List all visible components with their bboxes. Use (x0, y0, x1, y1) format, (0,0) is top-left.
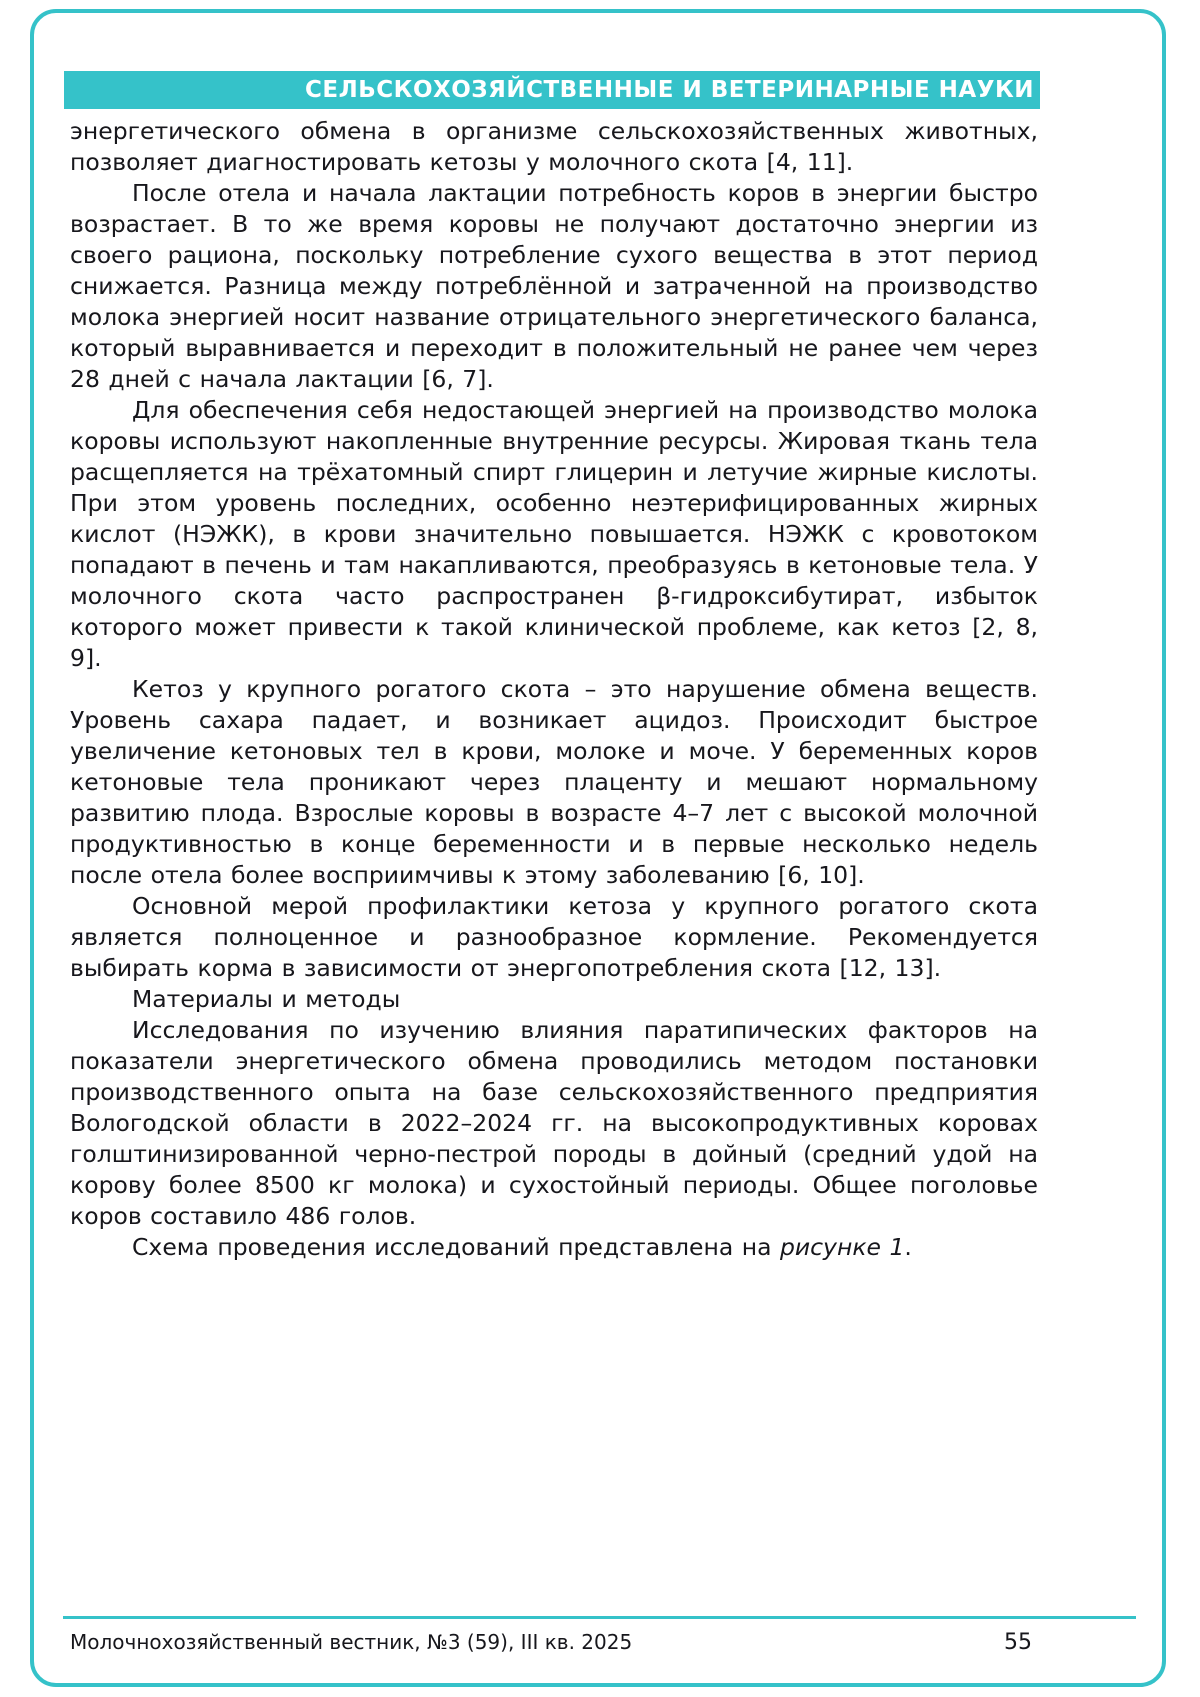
figure-sentence-tail: . (904, 1233, 912, 1261)
figure-reference: рисунке 1 (779, 1233, 905, 1261)
paragraph-figure-reference (70, 1232, 1038, 1263)
article-body (70, 116, 1038, 1263)
figure-sentence-lead: Схема проведения исследований представлена на (132, 1233, 780, 1261)
paragraph: Для обеспечения себя недостающей энергией на производство молока коровы используют накопленные внутренние ресурсы. Жировая ткань тела расщепляется на трёхатомный спирт глицерин и летучие жирные кислоты. При этом уровень последних, особенно неэтерифицированных жирных кислот (НЭЖК), в крови значительно повышается. НЭЖК с кровотоком попадают в печень и там накапливаются, преобразуясь в кетоновые тела. У молочного скота часто распространен β-гидроксибутират, избыток которого может привести к такой клинической проблеме, как кетоз [2, 8, 9]. (70, 396, 1038, 672)
paragraph: После отела и начала лактации потребность коров в энергии быстро возрастает. В то же время коровы не получают достаточно энергии из своего рациона, поскольку потребление сухого вещества в этот период снижается. Разница между потреблённой и затраченной на производство молока энергией носит название отрицательного энергетического баланса, который выравнивается и переходит в положительный не ранее чем через 28 дней с начала лактации [6, 7]. (70, 179, 1038, 393)
footer-divider (63, 1616, 1136, 1619)
paragraph-continuation: энергетического обмена в организме сельскохозяйственных животных, позволяет диагностировать кетозы у молочного скота [4, 11]. (70, 117, 1038, 176)
section-title: СЕЛЬСКОХОЗЯЙСТВЕННЫЕ И ВЕТЕРИНАРНЫЕ НАУКИ (305, 77, 1034, 103)
subsection-heading: Материалы и методы (132, 985, 401, 1013)
paragraph: Кетоз у крупного рогатого скота – это нарушение обмена веществ. Уровень сахара падает, и возникает ацидоз. Происходит быстрое увеличение кетоновых тел в крови, молоке и моче. У беременных коров кетоновые тела проникают через плаценту и мешают нормальному развитию плода. Взрослые коровы в возрасте 4–7 лет с высокой молочной продуктивностью в конце беременности и в первые несколько недель после отела более восприимчивы к этому заболеванию [6, 10]. (70, 675, 1038, 889)
paragraph: Основной мерой профилактики кетоза у крупного рогатого скота является полноценное и разнообразное кормление. Рекомендуется выбирать корма в зависимости от энергопотребления скота [12, 13]. (70, 892, 1038, 982)
page-number: 55 (1004, 1630, 1032, 1655)
footer (70, 1630, 1032, 1655)
journal-citation: Молочнохозяйственный вестник, №3 (59), III кв. 2025 (70, 1630, 633, 1654)
paragraph: Исследования по изучению влияния паратипических факторов на показатели энергетического обмена проводились методом постановки производственного опыта на базе сельскохозяйственного предприятия Вологодской области в 2022–2024 гг. на высокопродуктивных коровах голштинизированной черно-пестрой породы в дойный (средний удой на корову более 8500 кг молока) и сухостойный периоды. Общее поголовье коров составило 486 голов. (70, 1016, 1038, 1230)
section-header-band (64, 71, 1040, 109)
